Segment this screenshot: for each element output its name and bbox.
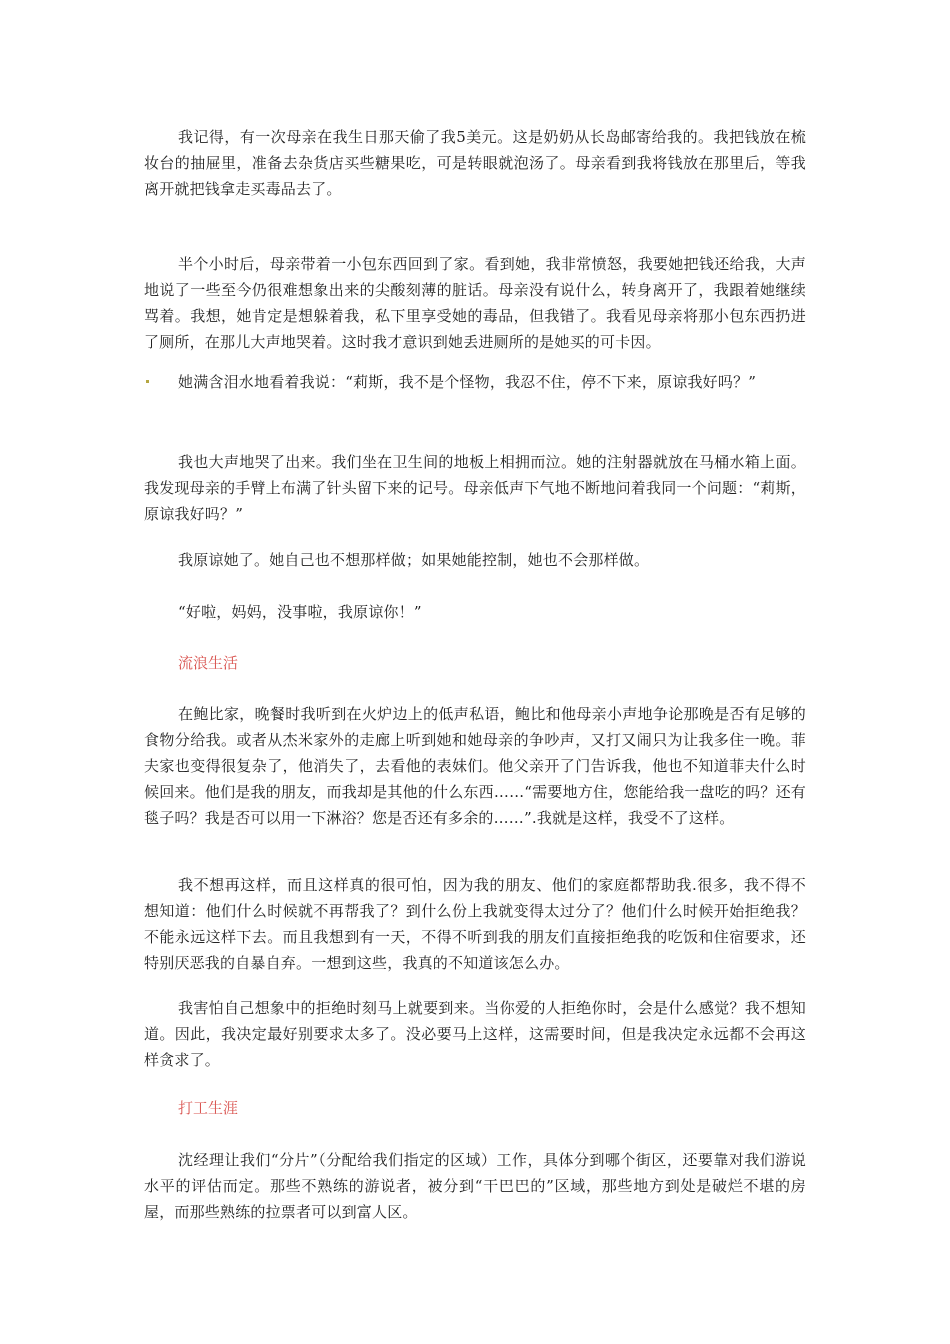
section-heading-wandering-life: 流浪生活 xyxy=(178,654,239,672)
paragraph-birthday-money: 我记得，有一次母亲在我生日那天偷了我5美元。这是奶奶从长岛邮寄给我的。我把钱放在梳妆台的抽屉里，准备去杂货店买些糖果吃，可是转眼就泡汤了。母亲看到我将钱放在那里后，等我离开就把钱拿走买毒品去了。 xyxy=(144,128,806,198)
paragraph-forgave-her: 我原谅她了。她自己也不想那样做；如果她能控制，她也不会那样做。 xyxy=(178,551,650,569)
section-heading-work-life: 打工生涯 xyxy=(178,1099,239,1117)
paragraph-fear-of-burden: 我不想再这样，而且这样真的很可怕，因为我的朋友、他们的家庭都帮助我.很多，我不得不想知道：他们什么时候就不再帮我了？到什么份上我就变得太过分了？他们什么时候开始拒绝我？不能永远这样下去。而且我想到有一天，不得不听到我的朋友们直接拒绝我的吃饭和住宿要求，还特别厌恶我的自暴自弃。一想到这些，我真的不知道该怎么办。 xyxy=(144,876,806,972)
paragraph-mother-returns: 半个小时后，母亲带着一小包东西回到了家。看到她，我非常愤怒，我要她把钱还给我，大声地说了一些至今仍很难想象出来的尖酸刻薄的脏话。母亲没有说什么，转身离开了，我跟着她继续骂着。我想，她肯定是想躲着我，私下里享受她的毒品，但我错了。我看见母亲将那小包东西扔进了厕所，在那儿大声地哭着。这时我才意识到她丢进厕所的是她买的可卡因。 xyxy=(144,255,806,351)
paragraph-mother-tears: 她满含泪水地看着我说：“莉斯，我不是个怪物，我忍不住，停不下来，原谅我好吗？” xyxy=(178,373,757,391)
paragraph-fear-of-rejection: 我害怕自己想象中的拒绝时刻马上就要到来。当你爱的人拒绝你时，会是什么感觉？我不想知道。因此，我决定最好别要求太多了。没必要马上这样，这需要时间，但是我决定永远都不会再这样贪求了。 xyxy=(144,999,806,1069)
paragraph-canvassing-areas: 沈经理让我们“分片”（分配给我们指定的区域）工作，具体分到哪个街区，还要靠对我们游说水平的评估而定。那些不熟练的游说者，被分到“干巴巴的”区域，那些地方到处是破烂不堪的房屋，而那些熟练的拉票者可以到富人区。 xyxy=(144,1151,806,1221)
paragraph-friends-homes: 在鲍比家，晚餐时我听到在火炉边上的低声私语，鲍比和他母亲小声地争论那晚是否有足够的食物分给我。或者从杰米家外的走廊上听到她和她母亲的争吵声，又打又闹只为让我多住一晚。菲夫家也变得很复杂了，他消失了，去看他的表妹们。他父亲开了门告诉我，他也不知道菲夫什么时候回来。他们是我的朋友，而我却是其他的什么东西……“需要地方住，您能给我一盘吃的吗？还有毯子吗？我是否可以用一下淋浴？您是否还有多余的……”.我就是这样，我受不了这样。 xyxy=(144,705,806,827)
paragraph-crying-together: 我也大声地哭了出来。我们坐在卫生间的地板上相拥而泣。她的注射器就放在马桶水箱上面。我发现母亲的手臂上布满了针头留下来的记号。母亲低声下气地不断地问着我同一个问题：“莉斯，原谅我好吗？” xyxy=(144,453,806,523)
paragraph-okay-mom: “好啦，妈妈，没事啦，我原谅你！” xyxy=(178,603,422,621)
